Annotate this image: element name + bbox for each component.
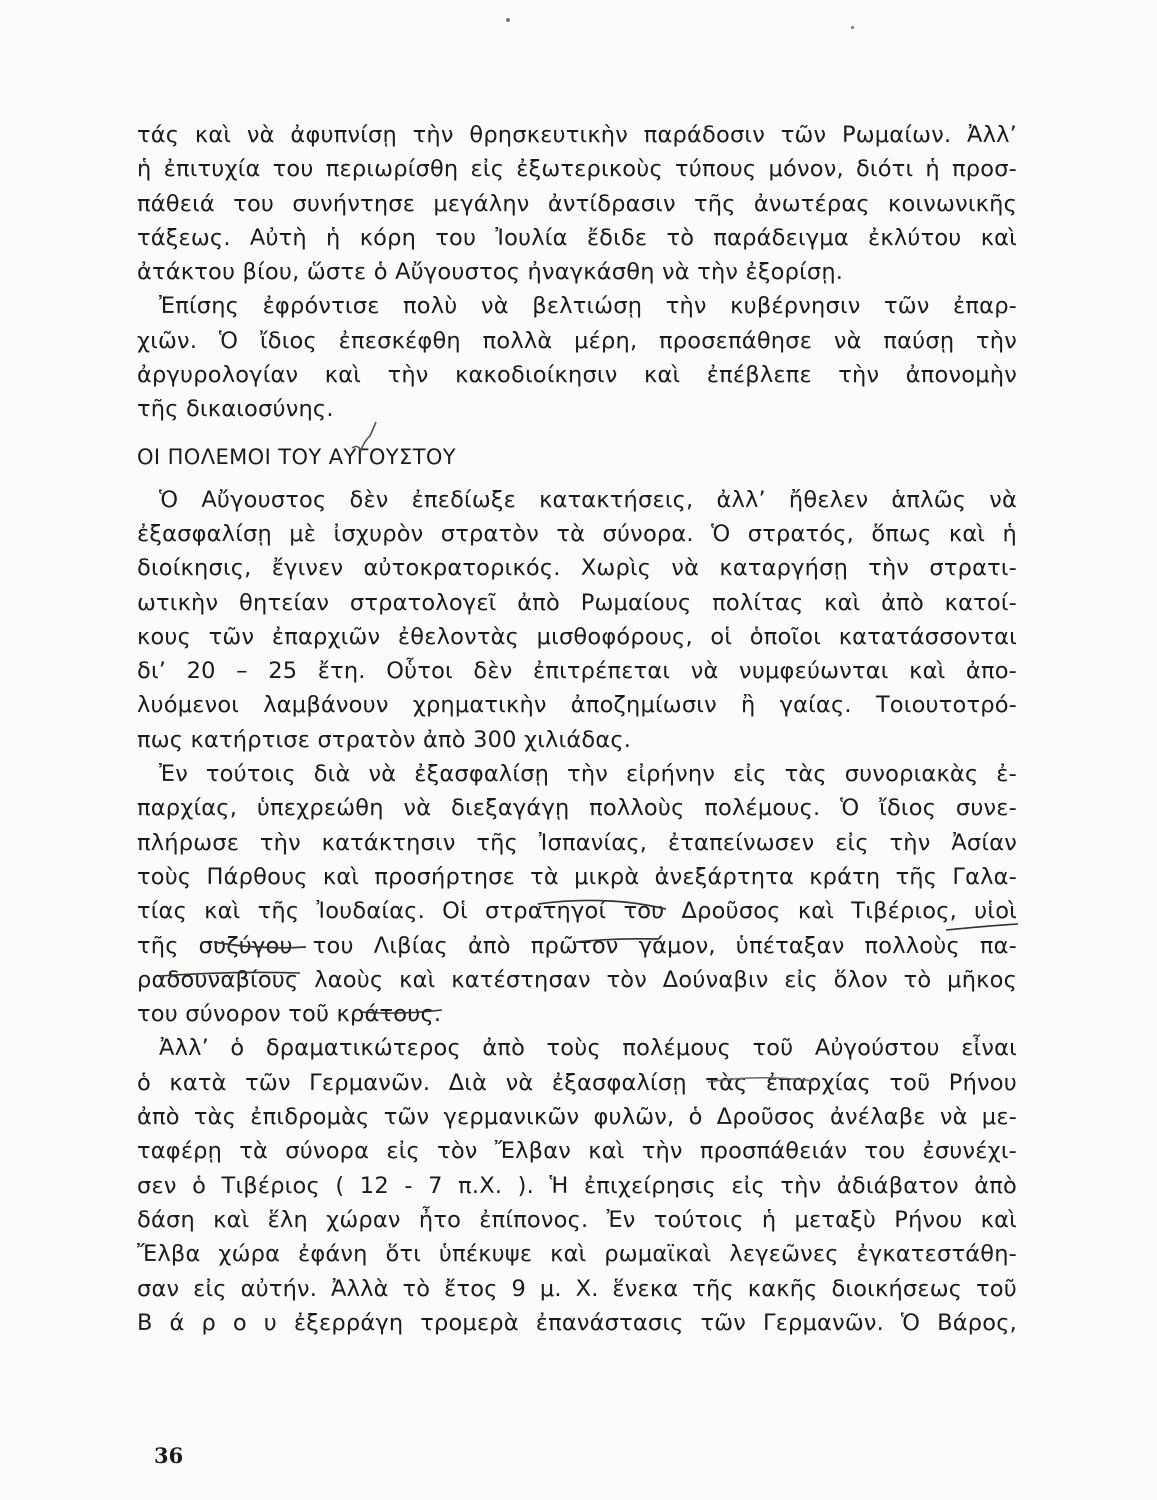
text-line: τοὺς Πάρθους καὶ προσήρτησε τὰ μικρὰ ἀνεξάρτητα κράτη τῆς Γαλα-: [137, 863, 1017, 890]
text-line: ἡ ἐπιτυχία του περιωρίσθη εἰς ἐξωτερικοὺς τύπους μόνον, διότι ἡ προσ-: [137, 156, 1017, 183]
text-line: πως κατήρτισε στρατὸν ἀπὸ 300 χιλιάδας.: [137, 726, 632, 753]
text-line: ἀπὸ τὰς ἐπιδρομὰς τῶν γερμανικῶν φυλῶν, ὁ Δροῦσος ἀνέλαβε νὰ με-: [137, 1104, 1017, 1131]
text-line: πλήρωσε τὴν κατάκτησιν τῆς Ἰσπανίας, ἐταπείνωσεν εἰς τὴν Ἀσίαν: [137, 829, 1017, 856]
text-line: Ἀλλ’ ὁ δραματικώτερος ἀπὸ τοὺς πολέμους τοῦ Αὐγούστου εἶναι: [159, 1035, 1017, 1062]
scan-speck: [851, 26, 854, 29]
text-line: παρχίας, ὑπεχρεώθη νὰ διεξαγάγῃ πολλοὺς πολέμους. Ὁ ἴδιος συνε-: [137, 795, 1017, 822]
text-line: τῆς δικαιοσύνης.: [137, 396, 334, 423]
text-line: ἐξασφαλίσῃ μὲ ἰσχυρὸν στρατὸν τὰ σύνορα. Ὁ στρατός, ὅπως καὶ ἡ: [137, 520, 1017, 547]
text-line: Ἐπίσης ἐφρόντισε πολὺ νὰ βελτιώσῃ τὴν κυβέρνησιν τῶν ἐπαρ-: [159, 293, 1017, 320]
text-line: πάθειά του συνήντησε μεγάλην ἀντίδρασιν τῆς ἀνωτέρας κοινωνικῆς: [137, 190, 1017, 217]
text-line: τῆς συζύγου του Λιβίας ἀπὸ πρῶτον γάμον, ὑπέταξαν πολλοὺς πα-: [137, 932, 1017, 959]
text-line: ταφέρῃ τὰ σύνορα εἰς τὸν Ἔλβαν καὶ τὴν προσπάθειάν του ἐσυνέχι-: [137, 1138, 1017, 1165]
text-line: ραδουναβίους λαοὺς καὶ κατέστησαν τὸν Δούναβιν εἰς ὅλον τὸ μῆκος: [137, 966, 1017, 993]
text-line: κους τῶν ἐπαρχιῶν ἐθελοντὰς μισθοφόρους, οἱ ὁποῖοι κατατάσσονται: [137, 623, 1017, 650]
text-line: Ὁ Αὔγουστος δὲν ἐπεδίωξε κατακτήσεις, ἀλλ’ ἤθελεν ἁπλῶς νὰ: [159, 486, 1017, 513]
text-line: ὁ κατὰ τῶν Γερμανῶν. Διὰ νὰ ἐξασφαλίσῃ τὰς ἐπαρχίας τοῦ Ρήνου: [137, 1069, 1017, 1096]
section-heading: ΟΙ ΠΟΛΕΜΟΙ ΤΟΥ ΑΥΓΟΥΣΤΟΥ: [137, 444, 457, 469]
text-line: ωτικὴν θητείαν στρατολογεῖ ἀπὸ Ρωμαίους πολίτας καὶ ἀπὸ κατοί-: [137, 589, 1017, 616]
text-line: διοίκησις, ἔγινεν αὐτοκρατορικός. Χωρὶς νὰ καταργήσῃ τὴν στρατι-: [137, 555, 1017, 582]
text-line: χιῶν. Ὁ ἴδιος ἐπεσκέφθη πολλὰ μέρη, προσεπάθησε νὰ παύσῃ τὴν: [137, 327, 1017, 354]
text-line: Ἔλβα χώρα ἐφάνη ὅτι ὑπέκυψε καὶ ρωμαϊκαὶ λεγεῶνες ἐγκατεστάθη-: [137, 1241, 1017, 1268]
text-line: σεν ὁ Τιβέριος ( 12 - 7 π.Χ. ). Ἡ ἐπιχείρησις εἰς τὴν ἀδιάβατον ἀπὸ: [137, 1172, 1017, 1199]
text-line: δάση καὶ ἕλη χώραν ἦτο ἐπίπονος. Ἐν τούτοις ἡ μεταξὺ Ρήνου καὶ: [137, 1206, 1017, 1233]
text-line: του σύνορον τοῦ κράτους.: [137, 1001, 442, 1028]
text-line: τάξεως. Αὐτὴ ἡ κόρη του Ἰουλία ἔδιδε τὸ παράδειγμα ἐκλύτου καὶ: [137, 224, 1017, 251]
scan-speck: [506, 18, 510, 22]
text-line: σαν εἰς αὐτήν. Ἀλλὰ τὸ ἔτος 9 μ. Χ. ἕνεκα τῆς κακῆς διοικήσεως τοῦ: [137, 1275, 1017, 1302]
text-line: ἀτάκτου βίου, ὥστε ὁ Αὔγουστος ἠναγκάσθη νὰ τὴν ἐξορίσῃ.: [137, 259, 844, 286]
text-line: ἀργυρολογίαν καὶ τὴν κακοδιοίκησιν καὶ ἐπέβλεπε τὴν ἀπονομὴν: [137, 362, 1017, 389]
page-number: 36: [154, 1443, 184, 1468]
text-line: λυόμενοι λαμβάνουν χρηματικὴν ἀποζημίωσιν ἢ γαίας. Τοιουτοτρό-: [137, 692, 1017, 719]
text-line: τάς καὶ νὰ ἀφυπνίσῃ τὴν θρησκευτικὴν παράδοσιν τῶν Ρωμαίων. Ἀλλ’: [137, 122, 1017, 148]
body-text: [137, 118, 1017, 1340]
text-line: δι’ 20 – 25 ἔτη. Οὗτοι δὲν ἐπιτρέπεται νὰ νυμφεύωνται καὶ ἀπο-: [137, 658, 1017, 685]
text-line: τίας καὶ τῆς Ἰουδαίας. Οἱ στρατηγοί του Δροῦσος καὶ Τιβέριος, υἱοὶ: [137, 898, 1017, 925]
text-line: Β ά ρ ο υ ἐξερράγη τρομερὰ ἐπανάστασις τῶν Γερμανῶν. Ὁ Βάρος,: [137, 1309, 1017, 1336]
text-line: Ἐν τούτοις διὰ νὰ ἐξασφαλίσῃ τὴν εἰρήνην εἰς τὰς συνοριακὰς ἐ-: [159, 761, 1017, 788]
